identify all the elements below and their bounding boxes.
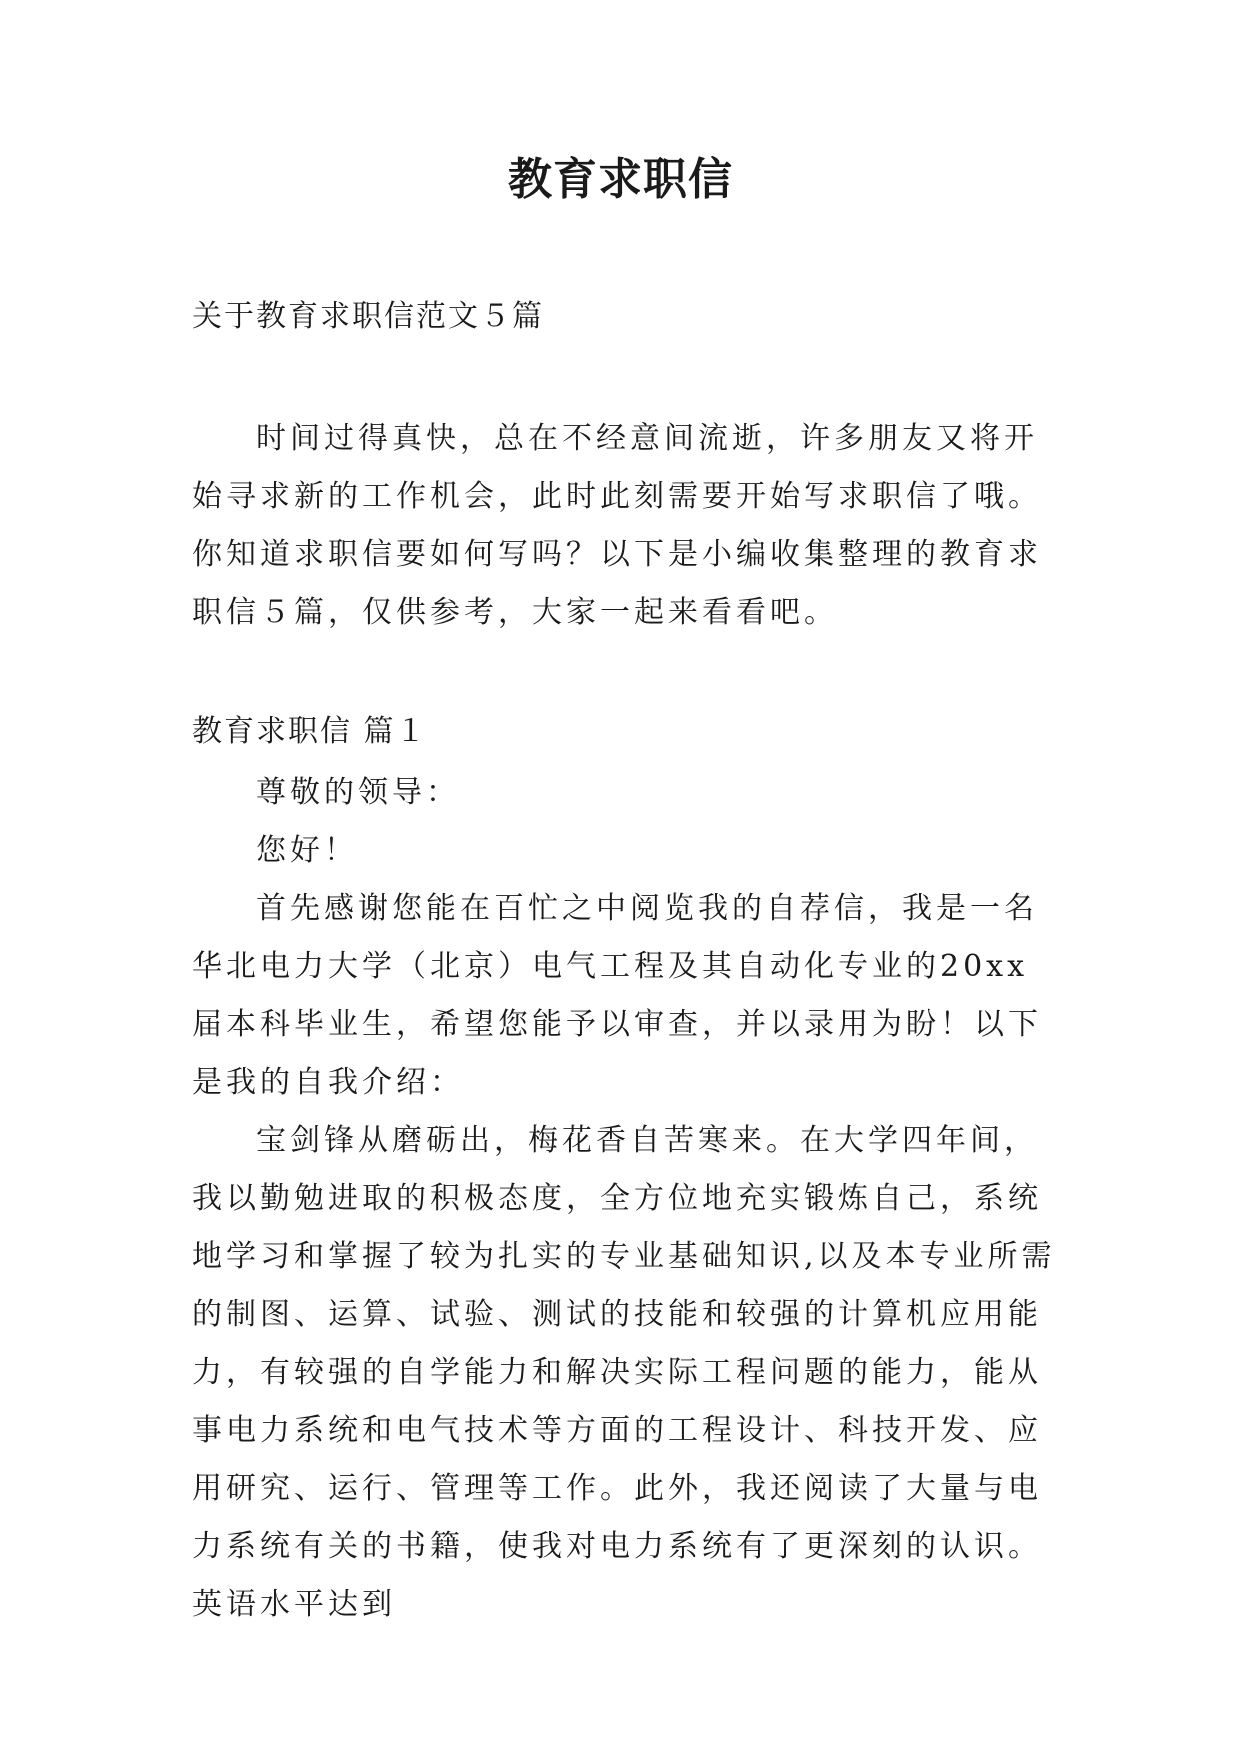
letter-body: [192, 764, 1060, 1634]
document-title: 教育求职信: [508, 154, 733, 205]
section-heading: 教育求职信 篇１: [192, 714, 428, 749]
document-subtitle: 关于教育求职信范文５篇: [192, 299, 544, 334]
greeting: 您好！: [256, 833, 358, 868]
body-paragraph: 宝剑锋从磨砺出，梅花香自苦寒来。在大学四年间，我以勤勉进取的积极态度，全方位地充实锻炼自己，系统地学习和掌握了较为扎实的专业基础知识,以及本专业所需的制图、运算、试验、测试的技能和较强的计算机应用能力，有较强的自学能力和解决实际工程问题的能力，能从事电力系统和电气技术等方面的工程设计、科技开发、应用研究、运行、管理等工作。此外，我还阅读了大量与电力系统有关的书籍，使我对电力系统有了更深刻的认识。 英语水平达到: [192, 1123, 1056, 1622]
body-paragraph: 首先感谢您能在百忙之中阅览我的自荐信，我是一名华北电力大学（北京）电气工程及其自动化专业的20xx届本科毕业生，希望您能予以审查，并以录用为盼！以下是我的自我介绍：: [192, 891, 1042, 1100]
salutation: 尊敬的领导：: [256, 775, 460, 810]
intro-paragraph: 时间过得真快，总在不经意间流逝，许多朋友又将开始寻求新的工作机会，此时此刻需要开始写求职信了哦。你知道求职信要如何写吗？以下是小编收集整理的教育求职信５篇，仅供参考，大家一起来看看吧。: [192, 421, 1042, 630]
